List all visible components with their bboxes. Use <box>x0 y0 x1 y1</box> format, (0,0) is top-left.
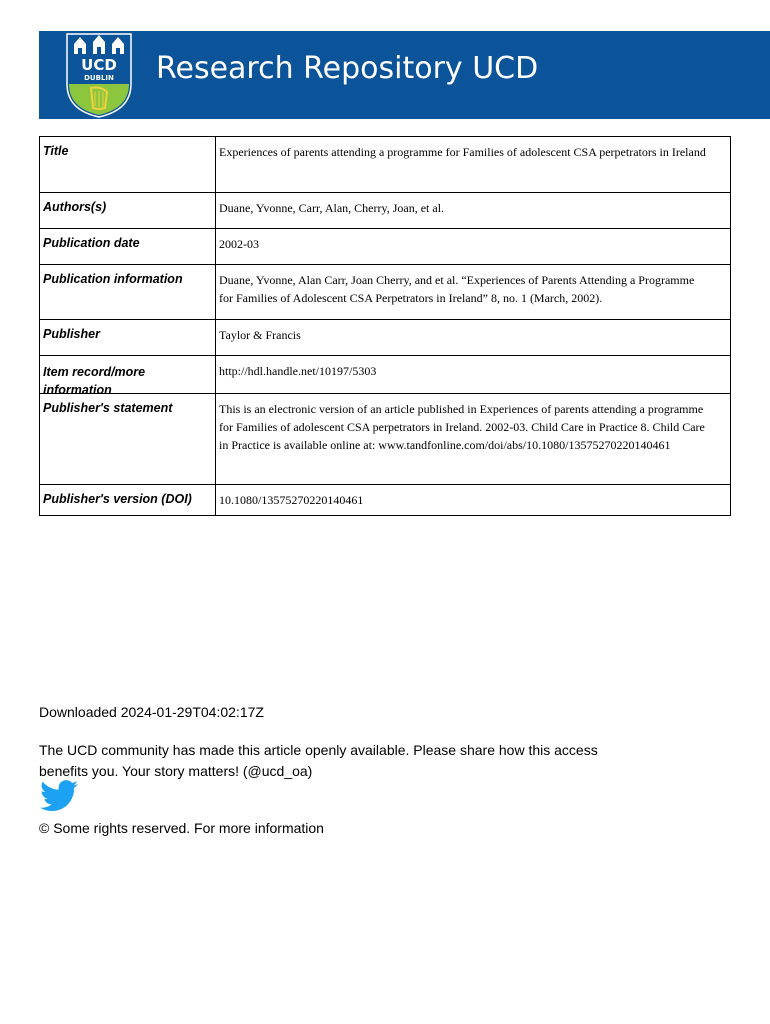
field-label: Authors(s) <box>40 193 216 229</box>
table-row <box>40 394 731 485</box>
field-value: 2002-03 <box>216 229 731 265</box>
table-row <box>40 356 731 394</box>
field-label: Title <box>40 137 216 193</box>
repository-banner <box>39 31 770 119</box>
table-row <box>40 229 731 265</box>
field-value: Experiences of parents attending a programme for Families of adolescent CSA perpetrators in Ireland <box>216 137 731 193</box>
field-value: Taylor & Francis <box>216 320 731 356</box>
handle-link[interactable]: http://hdl.handle.net/10197/5303 <box>216 356 731 394</box>
table-row <box>40 137 731 193</box>
field-label <box>40 356 216 394</box>
field-label: Publisher's version (DOI) <box>40 485 216 516</box>
svg-text:UCD: UCD <box>81 56 117 74</box>
field-value: Duane, Yvonne, Alan Carr, Joan Cherry, and et al. “Experiences of Parents Attending a Programme for Families of Adolescent CSA Perpetrators in Ireland” 8, no. 1 (March, 2002). <box>216 265 731 320</box>
banner-title: Research Repository UCD <box>156 51 539 86</box>
field-label: Publisher's statement <box>40 394 216 485</box>
field-label: Publication information <box>40 265 216 320</box>
record-metadata-table <box>39 136 731 516</box>
field-label-text: Item record/more information <box>43 365 146 393</box>
table-row <box>40 265 731 320</box>
table-row <box>40 485 731 516</box>
table-row <box>40 193 731 229</box>
downloaded-timestamp: Downloaded 2024-01-29T04:02:17Z <box>39 704 264 720</box>
ucd-logo <box>65 32 133 118</box>
twitter-bird-icon[interactable] <box>40 780 78 812</box>
rights-link[interactable]: © Some rights reserved. For more information <box>39 820 324 836</box>
field-value: Duane, Yvonne, Carr, Alan, Cherry, Joan, et al. <box>216 193 731 229</box>
field-label: Publisher <box>40 320 216 356</box>
doi-link[interactable]: 10.1080/13575270220140461 <box>216 485 731 516</box>
table-row <box>40 320 731 356</box>
community-message: The UCD community has made this article openly available. Please share how this access benefits you. Your story matters! (@ucd_oa) <box>39 742 598 779</box>
field-value: This is an electronic version of an article published in Experiences of parents attending a programme for Families of adolescent CSA perpetrators in Ireland. 2002-03. Child Care in Practice 8. Child Care in Practice is available online at: www.tandfonline.com/doi/abs/10.1080/13575270220140461 <box>216 394 731 485</box>
svg-text:DUBLIN: DUBLIN <box>84 74 114 82</box>
field-label: Publication date <box>40 229 216 265</box>
